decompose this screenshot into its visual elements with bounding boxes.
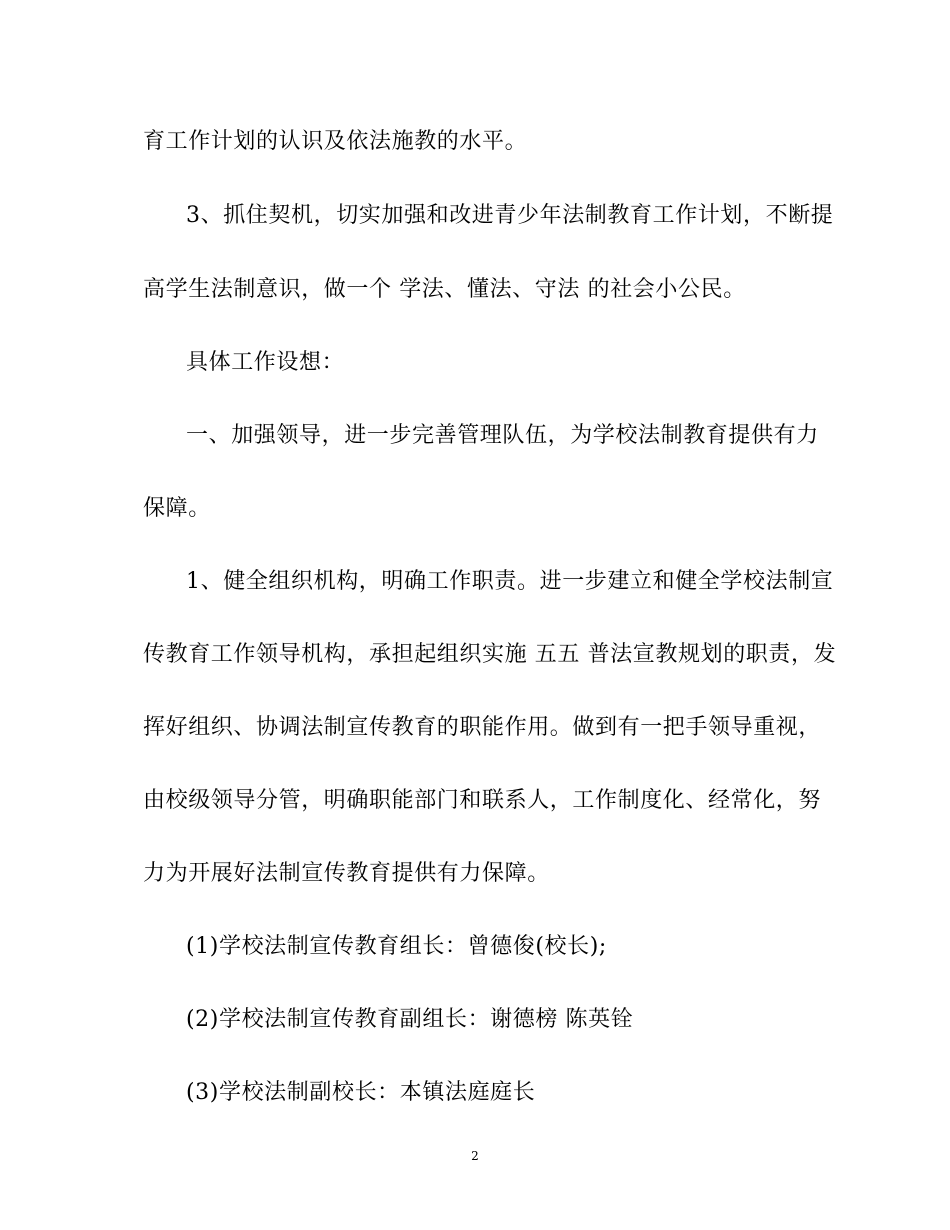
paragraph-line: 传教育工作领导机构，承担起组织实施 五五 普法宣教规划的职责，发	[143, 642, 837, 667]
paragraph-line: 由校级领导分管，明确职能部门和联系人，工作制度化、经常化，努	[143, 788, 822, 813]
paragraph-line: 一、加强领导，进一步完善管理队伍，为学校法制教育提供有力	[186, 423, 819, 448]
list-item: (2)学校法制宣传教育副组长：谢德榜 陈英铨	[186, 1007, 634, 1032]
paragraph-line: 力为开展好法制宣传教育提供有力保障。	[143, 861, 550, 886]
paragraph-line: 育工作计划的认识及依法施教的水平。	[143, 129, 528, 154]
paragraph-line: 3、抓住契机，切实加强和改进青少年法制教育工作计划，不断提	[186, 203, 834, 228]
list-item: (1)学校法制宣传教育组长：曾德俊(校长);	[186, 934, 607, 959]
page-number: 2	[471, 1149, 479, 1163]
list-item: (3)学校法制副校长：本镇法庭庭长	[186, 1080, 536, 1105]
paragraph-line: 1、健全组织机构，明确工作职责。进一步建立和健全学校法制宣	[186, 569, 834, 594]
paragraph-line: 保障。	[143, 496, 211, 521]
paragraph-line: 挥好组织、协调法制宣传教育的职能作用。做到有一把手领导重视，	[143, 715, 822, 740]
paragraph-line: 高学生法制意识，做一个 学法、懂法、守法 的社会小公民。	[143, 277, 746, 302]
section-heading: 具体工作设想：	[186, 350, 345, 375]
